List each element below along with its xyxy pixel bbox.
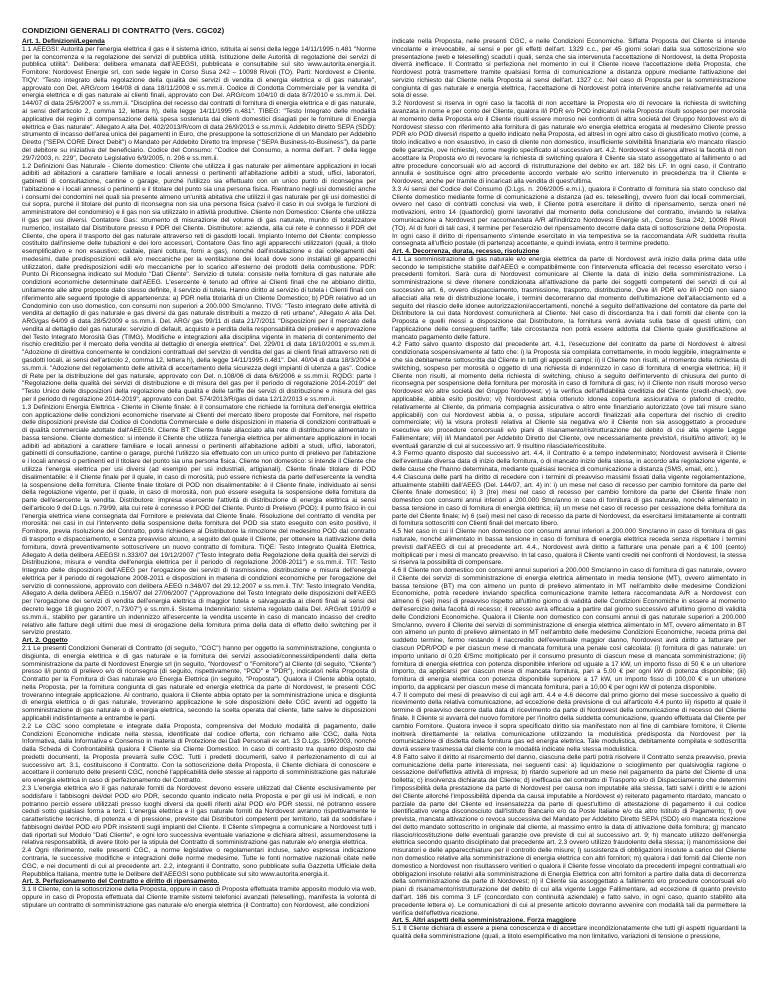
clause-paragraph: indicate nella Proposta, nelle presenti CGC, e nelle Condizioni Economiche. Siffatta Proposta del Cliente si intende vincolante e irrevocabile, ai sensi e per gli effetti dell'art. 1329 c.c., per 45 giorni solari dalla sua sottoscrizione e/o presentazione (web e teleselling) scaduti i quali, senza che sia intervenuta l'accettazione di Nordovest, la detta Proposta diverrà inefficace. Il Contratto si perfeziona nel momento in cui il Cliente riceve l'accettazione della Proposta, che Nordovest potrà trasmettere tramite qualsiasi forma di comunicazione a distanza oppure mediante l'attivazione del servizio richiesto dal Cliente nella Proposta ai sensi dell'art. 1327 c.c. Nel caso di Proposta per la somministrazione congiunta di gas naturale e energia elettrica, l'accettazione di Nordovest potrà intervenire anche relativamente ad una sola di esse.	[392, 38, 746, 100]
clause-paragraph: 4.2 Fatto salvo quanto disposto dal precedente art. 4.1, l'esecuzione del contratto da parte di Nordovest è altresì condizionata sospensivamente al fatto che: i) la Proposta sia compilata correttamente, in modo leggibile, integralmente e che sia debitamente sottoscritta dal Cliente in tutti gli appositi campi; ii) il Cliente non risulti, al momento della richiesta di switching, sospeso per morosità o oggetto di una richiesta di indennizzo in caso di fornitura di energia elettrica; iii) il Cliente non risulti, al momento della richiesta di switching, chiuso a seguito dell'intervento di chiusura del punto di riconsegna per sospensione della fornitura per morosità in caso di fornitura di gas; iv) il Cliente non risulti moroso verso Nordovest e/o altre società del Gruppo Nordovest; v) la verifica dell'affidabilità creditizia del Cliente (credit-check), ove applicabile, abbia esito positivo; vi) Nordovest abbia ottenuto idonea copertura assicurativa o plafond di credito, relativamente al Cliente, da primaria compagnia assicurativa o altro ente finanziario autorizzato (ove tali misure siano applicabili) con cui Nordovest abbia a, o possa, stipulare accordi finalizzati alla copertura del rischio di credito commerciale; vii) la visura protesti relativa al Cliente sia negativa e/o il Cliente non sia assoggettato a procedure esecutive e/o procedure concorsuali e/o piani di risanamento/ristrutturazione del debito di cui alla vigente Legge Fallimentare; viii) il/i Mandato/i per Addebito Diretto del Cliente, ove necessariamente previsto/i, risulti/no attivo/i; ix) le eventuali garanzie di cui al successivo art. 9 risultino rilasciate/ricostituite.	[392, 341, 746, 450]
article-heading: Art. 3. Perfezionamento del Contratto e diritto di ripensamento.	[22, 878, 220, 886]
clause-paragraph: 4.8 Fatto salvo il diritto al risarcimento del danno, ciascuna delle parti potrà risolvere il Contratto senza preavviso, previa comunicazione della parte interessata, nei seguenti casi: a) liquidazione o scioglimento per qualsivoglia ragione o cessazione dell'effettiva attività di impresa; b) ritardo superiore ad un mese nel pagamento da parte del Cliente di una bolletta; c) insolvenza dichiarata del Cliente; d) inefficacia del contratto di Trasporto e/o di Dispacciamento che determini l'impossibilità della prestazione da parte di Nordovest per causa non imputabile alla stessa, fatti salvi i diritti e le azioni del Cliente allorché l'impossibilità dipenda da causa imputabile a Nordovest e) reiterato pagamento ritardato, mancato o parziale da parte del Cliente ed insensatezza da parte di quest'ultimo di attestazione di pagamento il cui codice identificativo venga disconosciuto dall'Istituto Bancario e/o da Poste Italiane e/o da altro Istituto di Pagamento; f) ove prevista, mancata attivazione o revoca successiva del Mandato per Addebito Diretto SEPA (SDD) e/o mancata ricezione del detto mandato sottoscritto in originale dal cliente, al massimo entro la data di attivazione della fornitura; g) mancato rilascio/ricostituzione delle eventuali garanzie ove previste di cui al successivo art. 9; h) mancato utilizzo dell'energia elettrica secondo quanto disciplinato dal precedente art. 2.3 ovvero utilizzo fraudolento della stessa; i) manomissione dei misuratori e delle apparecchiature per il controllo delle misure; l) sussistenza di obbligazioni insolute a carico del Cliente non domestico relative alla somministrazione di energia elettrica con altri fornitori; m) qualora i dati forniti dal Cliente non domestico a Nordovest non risultassero veritieri o qualora il Cliente fosse vincolato da precedenti impegni contrattuali e/o obbligazioni insolute relativi alla somministrazione di Energia Elettrica con altri fornitori a partire dalla data di decorrenza della somministrazione da parte di Nordovest; n) il Cliente sia assoggettato a fallimento e/o procedure concorsuali e/o piani di risanamento/ristrutturazione del debito di cui alla vigente Legge Fallimentare, ad eccezione di quanto previsto dall'art. 186 bis comma 3 LF (concordato con continuità aziendale) e fatto salvo, in ogni caso, quanto stabilito alla precedente lettera e). Le comunicazioni di cui al presente articolo dovranno avvenire con modalità tali da permettere la verifica dell'effettiva ricezione.	[392, 753, 746, 917]
clause-paragraph: 2.2 Le CGC sono completate e integrate dalla Proposta, comprensiva del Modulo modalità di pagamento, dalle Condizioni Economiche indicate nella stessa, identificate dal codice offerta, con richiamo alle CGC, dalla Nota Informativa, dalla Informativa e Consenso in materia di Protezione dei Dati Personali ex art. 13 D.Lgs. 196/2003, nonché dalla Scheda di Confrontabilità qualora il Cliente sia Cliente Domestico. In caso di contrasto tra quanto disposto dai predetti documenti, la Proposta prevarrà sulle CGC. Tutti i predetti documenti, salvo il perfezionamento di cui al successivo art. 3.1, costituiscono il Contratto. Con la sottoscrizione della Proposta, il Cliente dichiara di conoscere e accettare il contenuto delle presenti CGC, nonché l'applicabilità delle stesse al rapporto di somministrazione gas naturale e/o energia elettrica in caso di perfezionamento del Contratto.	[22, 722, 376, 785]
left-text-column	[22, 38, 376, 988]
clause-paragraph: 4.1 La somministrazione di gas naturale e/o energia elettrica da parte di Nordovest avrà inizio dalla prima data utile secondo le tempistiche stabilite dall'AEEG e compatibilmente con l'intervenuta efficacia del recesso esercitato verso i precedenti fornitori. Sarà cura di Nordovest comunicare al Cliente la data di inizio della somministrazione. La somministrazione si deve ritenere condizionata all'attivazione da parte dei soggetti competenti dei servizi di cui al successivo art. 6, ovvero dispacciamento, trasmissione, trasporto, distribuzione. Ove il/i PDR e/o il/i POD non siano allacciati alla rete di distribuzione locale, i termini decorreranno dal momento dell'ultimazione dell'allacciamento ed a seguito del rilascio delle idonee autorizzazioni/accertamenti, nonché a seguito dell'attivazione del contatore da parte del Distributore la cui data Nordovest comunicherà al Cliente. Nel caso di discordanza fra i dati forniti dal cliente con la Proposta e quelli messi a disposizione dal Distributore, la fornitura verrà avviata sulla base di questi ultimi, con l'applicazione delle conseguenti tariffe; tale circostanza non potrà essere addotta dal Cliente quale giustificazione al mancato pagamento delle fatture.	[392, 255, 746, 341]
clause-paragraph: 1.2 Definizioni Gas Naturale - Cliente domestico: Cliente che utilizza il gas naturale per alimentare applicazioni in locali adibiti ad abitazioni a carattere familiare e locali annessi o pertinenti all'abitazione adibiti a studi, uffici, laboratori, gabinetti di consultazione, cantine o garage, purché l'utilizzo sia effettuato con un unico punto di riconsegna per l'abitazione e i locali annessi o pertinenti e il titolare del punto sia una persona fisica. Rientrano negli usi domestici anche i consumi dei condomini nei quali sia presente almeno un'unità abitativa che utilizzi il gas naturale per gli usi domestici di cui sopra, purché il titolare del punto di riconsegna non sia una persona fisica (salvo il caso in cui svolga le funzioni di amministratore del condominio) e il gas non sia utilizzato in attività produttive. Cliente non Domestico: Cliente che utilizza il gas per usi diversi. Contatore Gas: strumento di misurazione del volume di gas naturale, munito di totalizzatore numerico, installato dal Distributore presso il PDR del Cliente. Distributore: azienda, alla cui rete è connesso il PDR del Cliente, che opera il trasporto del gas naturale attraverso reti di gasdotti locali. Impianto Interno del Cliente: complesso costituito dall'insieme delle tubazioni e dei loro accessori, Contatore Gas fino agli apparecchi utilizzatori (quali, a titolo esemplificativo e non esaustivo: caldaie, piani cottura, forni a gas), nonché dall'installazione e dai collegamenti dei medesimi, dalle predisposizioni edili e/o meccaniche per la ventilazione dei locali dove sono installati gli apparecchi utilizzatori, dalle predisposizioni edili e/o meccaniche per lo scarico all'esterno dei prodotti della combustione. PDR: Punto Di Riconsegna indicato sul Modulo "Dati Cliente". Servizio di tutela: consiste nella fornitura di gas naturale alle condizioni economiche determinate dall'AEEG. L'esercente è tenuto ad offrire ai Clienti finali che ne abbiano diritto, unitamente alle altre proposte dallo stesso definite, il servizio di tutela. Hanno diritto al servizio di tutela i Clienti finali con riferimento alle seguenti tipologie di appartenenza: a) PDR nella titolarità di un Cliente Domestico; b) PDR relativo ad un Condominio con uso domestico, con consumi non superiori a 200.000 Smc/anno. TIVG: "Testo integrato delle attività di vendita al dettaglio di gas naturale e gas diversi da gas naturale distribuiti a mezzo di reti urbane", Allegato A alla Del. ARG/gas 64/09 di data 28/5/2009 e ss.mm.ii. Del. ARG/ gas 99/11 di data 21/7/2011 "Disposizioni per il mercato della vendita al dettaglio del gas naturale: servizio di default, acquisto e perdita della responsabilità dei prelievi e approvazione del Testo Integrato Morosità Gas (TIMG). Modifiche e integrazioni alla disciplina vigente in materia di contenimento del rischio creditizio per il mercato della vendita al dettaglio di energia elettrica". Del. 229/01 di data 18/10/2001 e ss.mm.ii. "Adozione di direttiva concernente le condizioni contrattuali del servizio di vendita del gas ai clienti finali attraverso reti di gasdotti locali, ai sensi dell'articolo 2, comma 12, lettera h), della legge 14/11/1995 n.481". Del. 40/04 di data 18/3/2004 e ss.mm.ii. "Adozione del regolamento delle attività di accertamento della sicurezza degli impianti di utenza a gas". Codice di Rete per la distribuzione del gas naturale, approvato con Del. n.108/06 di data 6/6/2006 e ss.mm.ii. RQDG: parte I "Regolazione della qualità dei servizi di distribuzione e di misura del gas per il periodo di regolazione 2014-2019" del "Testo Unico delle disposizioni della regolazione della qualità e delle tariffe dei servizi di distribuzione e misura del gas per il periodo di regolazione 2014-2019", approvato con Del. 574/2013/R/gas di data 12/12/2013 e ss.mm.ii.	[22, 162, 376, 403]
clause-paragraph: 4.4 Ciascuna delle parti ha diritto di recedere con i termini di preavviso massimi fissati dalla vigente regolamentazione, attualmente stabiliti dall'AEEG (Del. 144/07, art. 4) in: i) un mese nel caso di recesso per cambio fornitore da parte del Cliente finale domestico; ii) 3 (tre) mesi nel caso di recesso per cambio fornitore da parte del Cliente finale non domestico con consumi annui inferiori a 200.000 Smc/anno in caso di fornitura di gas naturale, nonché alimentato in bassa tensione in caso di fornitura di energia elettrica; iii) un mese nel caso di recesso per cessazione della fornitura da parte del Cliente finale; iv) 6 (sei) mesi nel caso di recesso da parte di Nordovest, da esercitarsi limitatamente ai contratti di fornitura sottoscritti con Clienti finali del mercato libero.	[392, 473, 746, 528]
right-text-column	[392, 38, 746, 988]
clause-paragraph: 2.3 L'energia elettrica e/o il gas naturale forniti da Nordovest devono essere utilizzati dal Cliente esclusivamente per soddisfare i fabbisogni dei/del POD e/o PDR, secondo quanto indicato nella Proposta e per gli usi ivi indicati, e non potranno perciò essere utilizzati presso luoghi diversi da quelli riferiti ai/al POD e/o PDR stessi, né potranno essere ceduti sotto qualsiasi forma a terzi. L'energia elettrica e il gas naturale forniti da Nordovest avranno rispettivamente le caratteristiche tecniche, di potenza e di pressione, previste dai Distributori competenti per territorio, tali da soddisfare i fabbisogni dei/del POD e/o PDR insistenti sugli impianti del Cliente. Il Cliente s'impegna a comunicare a Nordovest tutti i dati riportati sul Modulo "Dati Cliente", e ogni loro successiva eventuale variazione e dichiara altresì, assumendosene la relativa responsabilità, di avere titolo per la stipula del Contratto di somministrazione gas naturale e/o energia elettrica.	[22, 785, 376, 847]
document-title: CONDIZIONI GENERALI DI CONTRATTO (Vers. CGC02)	[22, 26, 225, 35]
article-heading: Art. 1. Definizioni/Legenda	[22, 38, 105, 45]
clause-paragraph: 5.1 Il Cliente dichiara di essere a piena conoscenza e di accettare incondizionatamente che tutti gli aspetti riguardanti la qualità della somministrazione (quali, a titolo esemplificativo ma non limitativo, variazioni di tensione o pressione,	[392, 925, 746, 940]
clause-paragraph: 1.3 Definizioni Energia Elettrica - Cliente in Cliente finale: è il consumatore che richiede la fornitura dell'energia elettrica con applicazione delle condizioni economiche riservate ai Clienti del mercato libero proposte dal Fornitore, nel rispetto delle disposizioni previste dal Codice di Condotta Commerciale e delle disposizioni in materia di condizioni contrattuali e di qualità commerciale adottate dall'AEEGSI. Cliente BT: Cliente finale allacciato alla rete di distribuzione alimentato in bassa tensione. Cliente domestico: si intende il Cliente che utilizza l'energia elettrica per alimentare applicazioni in locali adibiti ad abitazioni a carattere familiare e locali annessi o pertinenti all'abitazione adibiti a studi, uffici, laboratori, gabinetti di consultazione, cantine o garage, purché l'utilizzo sia effettuato con un unico punto di prelievo per l'abitazione e i locali annessi o pertinenti ed il titolare del punto sia una persona fisica. Cliente non domestico: si intende il Cliente che utilizza l'energia elettrica per usi diversi (ad esempio per usi industriali, artigianali). Cliente finale titolare di POD disalimentabile: è il Cliente finale per il quale, in caso di morosità, può essere richiesta da parte dell'esercente la vendita la sospensione della fornitura. Cliente finale titolare di POD non disalimentabile: è il Cliente finale, individuato ai sensi della regolazione vigente, per il quale, in caso di morosità, non può essere eseguita la sospensione della fornitura da parte dell'esercente la vendita. Distributore: impresa esercente l'attività di distribuzione di energia elettrica ai sensi dell'articolo 9 del D.Lgs. n.79/99, alla cui rete è connesso il POD del Cliente. Punto di Prelievo (POD): il punto fisico in cui l'energia elettrica viene consegnata dal Fornitore e prelevata dal Cliente finale. Risoluzione del contratto di vendita per morosità: nei casi in cui l'intervento della sospensione della fornitura del POD sia stato eseguito con esito positivo, il Fornitore, previa risoluzione del Contratto, potrà richiedere al Distributore la rimozione del medesimo POD dal contratto di trasporto e dispacciamento, e senza preavviso alcuno, a seguito del quale il Cliente, per ottenere la riattivazione della fornitura, dovrà preventivamente sottoscrivere un nuovo contratto di fornitura. TIQE: Testo Integrato Qualità Elettrica, Allegato A della delibera AEEGSI n.333/07 del 19/12/2007 ("Testo Integrato della Regolazione della qualità dei servizi di Distribuzione, misura e vendita dell'energia elettrica per il periodo di regolazione 2008-2011") e ss.mm.ii. TIT: Testo Integrato delle disposizioni dell'AEEG per l'erogazione dei servizi di trasmissione, distribuzione e misura dell'energia elettrica per il periodo di regolazione 2008-2011 e disposizioni in materia di condizioni economiche per l'erogazione del servizio di connessione, approvato con delibera AEEG n.348/07 del 29.12.2007 e ss.mm.ii. TIV: Testo Integrato Vendita, Allegato A della delibera AEEG n.156/07 del 27/06/2007 ("Approvazione del Testo Integrato delle disposizioni dell'AEEG per l'erogazione dei servizi di vendita dell'energia elettrica di maggior tutela e salvaguardia ai clienti finali ai sensi del decreto legge 18 giugno 2007, n.73/07") e ss.mm.ii. Sistema Indennitario: sistema regolato dalla Del. ARG/elt 191/09 e ss.mm.ii., stabilito per garantire un indennizzo all'esercente la vendita uscente in caso di mancato incasso del credito relativo alle fatture degli ultimi due mesi di erogazione della fornitura prima della data di effetto dello switching per il servizio prestato.	[22, 403, 376, 637]
article-heading: Art. 2. Oggetto	[22, 637, 68, 645]
clause-paragraph: 4.6 Il Cliente non domestico con consumi annui superiori a 200.000 Smc/anno in caso di fornitura di gas naturale, ovvero il Cliente dei servizi di somministrazione di energia elettrica alimentato in media tensione (MT), ovvero alimentato in bassa tensione (BT) ma con almeno un punto di prelievo alimentato in MT nell'ambito delle medesime Condizioni Economiche, potrà recedere inviando specifica comunicazione tramite lettera raccomandata A/R a Nordovest con almeno 6 (sei) mesi di preavviso rispetto all'ultimo giorno di validità delle Condizioni Economiche in essere al momento dell'esercizio della facoltà di recesso; il recesso avrà efficacia a partire dal giorno successivo all'ultimo giorno di validità delle Condizioni Economiche. Qualora il Cliente non domestico con consumi annui di gas naturale superiori a 200.000 Smc/anno, ovvero il Cliente dei servizi di somministrazione di energia elettrica alimentato in MT, ovvero alimentato in BT con almeno un punto di prelievo alimentato in MT nell'ambito delle medesime Condizioni Economiche, receda prima del suddetto termine, fermo restando il riaccredito dell'eventuale maggior danno, Nordovest avrà diritto a fatturare per ciascun PDR/POD e per ciascun mese di mancata fornitura una penale così calcolata: (i) fornitura di gas naturale: un importo unitario di 0,20 €/Smc moltiplicato per il consumo presunto di ciascun mese di mancata somministrazione; (ii) fornitura di energia elettrica con potenza disponibile inferiore od uguale a 17 kW, un importo fisso di 50 € e un ulteriore importo, da applicarsi per ciascun mese di mancata fornitura, pari a 5,00 € per ogni kW di potenza disponibile; (iii) fornitura di energia elettrica con potenza disponibile superiore a 17 kW, un importo fisso di 100,00 € e un ulteriore importo, da applicarsi per ciascun mese di mancata fornitura, pari a 10,00 € per ogni kW di potenza disponibile.	[392, 567, 746, 691]
article-heading: Art. 5. Altri aspetti della somministrazione. Forza maggiore	[392, 917, 577, 925]
text-columns	[22, 38, 746, 988]
clause-paragraph: 2.4 Ogni riferimento, nelle presenti CGC, a norme legislative o regolamentari incluse, salvo espressa indicazione contraria, le successive modifiche e integrazioni delle norme medesime. Tutte le fonti normative nazionali citate nelle CGC, e nei documenti di cui al precedente art. 2.2, integranti il Contratto, sono pubblicate sulla Gazzetta Ufficiale della Repubblica Italiana, mentre tutte le Delibere dell'AEEGSI sono pubblicate sul sito www.autorita.energia.it.	[22, 847, 376, 878]
article-heading: Art. 4. Decorrenza, durata, recesso, risoluzione	[392, 248, 540, 256]
clause-paragraph: 3.1 Il Cliente, con la sottoscrizione della Proposta, oppure in caso di Proposta effettuata tramite apposito modulo via web, oppure in caso di Proposta effettuata dal Cliente tramite sistemi telefonici avanzati (teleselling), manifesta la volontà di stipulare un contratto di somministrazione gas naturale e/o energia elettrica (il Contratto) con Nordovest, alle condizioni	[22, 886, 376, 909]
clause-paragraph: 4.7 Il computo dei mesi di preavviso di cui agli artt. 4.4 e 4.6 decorre dal primo giorno del mese successivo a quello di ricevimento della relativa comunicazione, ad eccezione della previsione di cui all'articolo 4.4 punto iii) rispetto al quale il termine di preavviso decorre dalla data di ricevimento da parte di Nordovest della comunicazione di recesso del Cliente finale. Il Cliente si avvarrà del nuovo fornitore per l'inoltro della suddetta comunicazione, quando effettuata dal Cliente per cambio Fornitore. Qualora invece il sopra specificato diritto sia manifestato non al fine di cambiare fornitore, il Cliente inoltrerà direttamente la relativa comunicazione utilizzando la modulistica predisposta da Nordovest per la comunicazione di disdetta della fornitura gas ed energia elettrica. Tale modulistica, debitamente compilata e sottoscritta dovrà essere trasmessa dal cliente con le modalità indicate nella stessa modulistica.	[392, 691, 746, 754]
clause-paragraph: 4.3 Fermo quanto disposto dal successivo art. 4.4, il Contratto è a tempo indeterminato; Nordovest avviserà il Cliente dell'eventuale diversa data di inizio della fornitura, o di mancato inizio della stessa, in accordo alla regolazione vigente, e delle cause che l'hanno determinata, mediante qualsiasi tecnica di comunicazione a distanza (SMS, email, etc.).	[392, 450, 746, 473]
clause-paragraph: 3.2 Nordovest si riserva in ogni caso la facoltà di non accettare la Proposta e/o di revocare la richiesta di switching avanzata in nome e per conto del Cliente, qualora il/i PDR e/o POD indicato/i nella Proposta risulti sospeso per morosità al momento della Proposta e/o il Cliente risulti essere moroso nei confronti di altra società del Gruppo Nordovest e/o di Nordovest stesso con riferimento alla fornitura di gas naturale e/o energia elettrica erogata al medesimo Cliente presso PDR e/o POD diversi/i rispetto a quello indicato nella Proposta, ed altresì in ogni altro caso di giustificato motivo (come, a titolo indicativo e non esaustivo, in caso di cliente non domestico, insufficiente solvibilità finanziaria e/o mancato rilascio delle garanzie, ove richieste), come meglio specificato al successivo art. 4.2. Nordovest si riserva altresì la facoltà di non accettare la Proposta e/o di revocare la richiesta di switching qualora il Cliente sia stato assoggettato al fallimento o ad altre procedure concorsuali e/o ad accordi di ristrutturazione del debito ex art. 182 bis LF. In ogni caso, il Contratto annulla e sostituisce ogni altro precedente accordo verbale e/o scritto intervenuto in precedenza tra il Cliente e Nordovest, anche per tramite di incaricati alla vendita di quest'ultima.	[392, 100, 746, 186]
clause-paragraph: 2.1 Le presenti Condizioni Generali di Contratto (di seguito, "CGC") hanno per oggetto la somministrazione, congiunta o disgiunta, di energia elettrica e di gas naturale e la fornitura dei servizi associati/connessi/dipendenti dalla detta somministrazione da parte di Nordovest Energie srl (in seguito, "Nordovest" o "Fornitore") al Cliente (di seguito, "Cliente") presso il/i punto di prelievo e/o di riconsegna (di seguito, rispettivamente, "POD" e "PDR"), indicato/i nella Proposta di Contratto per la Fornitura di Gas naturale e/o Energia Elettrica (in seguito, "Proposta"). Qualora il Cliente abbia optato, nella Proposta, per la fornitura congiunta di gas naturale ed energia elettrica da parte di Nordovest, le presenti CGC troveranno integrale applicazione. Al contrario, qualora il Cliente abbia optato per la somministrazione unica e disgiunta di energia elettrica o di gas naturale, troveranno applicazione le sole disposizioni delle CGC aventi ad oggetto la somministrazione di gas naturale o di energia elettrica, secondo la scelta operata dal cliente, fatte salve le disposizioni applicabili indistintamente a entrambe le parti.	[22, 644, 376, 722]
clause-paragraph: 4.5 Nel caso in cui il Cliente non domestico con consumi annui inferiori a 200.000 Smc/anno in caso di fornitura di gas naturale, nonché alimentato in bassa tensione in caso di fornitura di energia elettrica receda senza rispettare i termini previsti dall'AEEG di cui al precedente art. 4.4., Nordovest avrà diritto a fatturare una penale pari a € 100 (cento) moltiplicati per i mesi di mancato preavviso. In tal caso, qualora il Cliente vanti crediti nei confronti di Nordovest, la stessa si riserva la possibilità di compensare.	[392, 528, 746, 567]
clause-paragraph: 3.3 Ai sensi del Codice del Consumo (D.Lgs. n. 206/2005 e.m.i.), qualora il Contratto di fornitura sia stato concluso dal Cliente domestico mediante forme di comunicazione a distanza (ad es. teleselling), ovvero fuori dai locali commerciali, ovvero nel caso di contratti conclusi via web, il Cliente potrà esercitare il diritto di ripensamento, senza oneri né motivazioni, entro 14 (quattordici) giorni lavorativi dal momento della conclusione del contratto, inviando la relativa comunicazione a Nordovest per raccomandata A/R all'indirizzo Nordovest Energie srl., Corso Susa 242, 10098 Rivoli (TO). Al di fuori di tali casi, il termine per l'esercizio del ripensamento decorre dalla data di sottoscrizione della Proposta. In ogni caso il diritto di ripensamento s'intende esercitato in via tempestiva se la raccomandata A/R suddetta risulta consegnata all'ufficio postale (di partenza) accettante, e quindi inviata, entro il termine predetto.	[392, 185, 746, 248]
clause-paragraph: 1.1 AEEGSI: Autorità per l'energia elettrica il gas e il sistema idrico, istituita ai sensi della legge 14/11/1995 n.481 "Norme per la concorrenza e la regolazione dei servizi di pubblica utilità. Istituzione delle Autorità di regolazione dei servizi di pubblica utilità". Delibera: delibera emanata dall'AEEGSI, pubblicata e consultabile sul sito www.autorita.energia.it. Fornitore: Nordovest Energie srl, con sede legale in Corso Susa 242 – 10098 Rivoli (TO). Parti: Nordovest e Cliente. TIQV: "Testo integrato della regolazione della qualità dei servizi di vendita di energia elettrica e di gas naturale", approvato con Del. ARG/com 164/08 di data 18/11/2008 e ss.mm.ii. Codice di Condotta Commerciale per la vendita di energia elettrica e di gas naturale ai clienti finali, approvato con Del. ARG/com 104/10 di data 8/7/2010 e ss.mm.ii. Del. 144/07 di data 25/6/2007 e ss.mm.ii. "Disciplina del recesso dai contratti di fornitura di energia elettrica e di gas naturale, ai sensi dell'articolo 2, comma 12, lettera h), della legge 14/11/1995 n.481". TIBEG: "Testo Integrato delle modalità applicative dei regimi di compensazione della spesa sostenuta dai clienti domestici disagiati per le forniture di Energia elettrica e Gas naturale". Allegato A alla Del. 402/2013/R/com di data 26/9/2013 e ss.mm.ii. Addebito diretto SEPA (SDD): strumento di incasso dell'area unica dei pagamenti in Euro, che presuppone la sottoscrizione di un Mandato per Addebito Diretto ("SEPA CORE Direct Debit") o Mandato per Addebito Diretto tra Imprese ("SEPA Business-to-Business"), da parte del debitore su iniziativa del beneficiario. Codice del Consumo: "Codice del Consumo, a norma dell'art. 7 della legge 29/7/2003, n. 229", Decreto Legislativo 6/9/2005, n. 206 e ss.mm.ii.	[22, 45, 376, 162]
